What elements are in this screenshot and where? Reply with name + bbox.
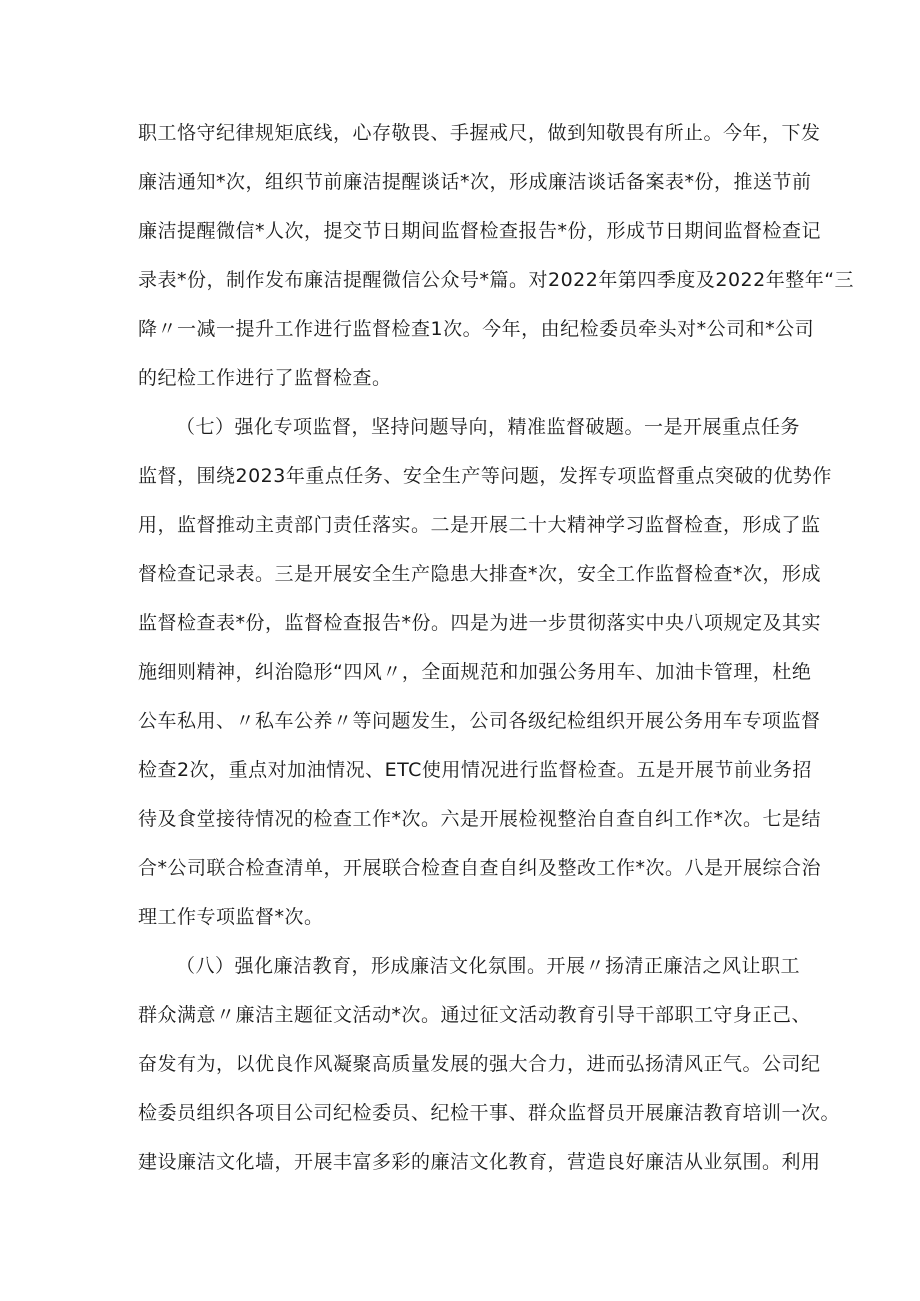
text-line: 的纪检工作进行了监督检查。	[138, 367, 392, 389]
text-line: 合*公司联合检查清单，开展联合检查自查自纠及整改工作*次。八是开展综合治	[138, 857, 822, 879]
text-line: 监督，围绕2023年重点任务、安全生产等问题，发挥专项监督重点突破的优势作	[138, 465, 832, 487]
text-line: 职工恪守纪律规矩底线，心存敬畏、手握戒尺，做到知敬畏有所止。今年，下发	[138, 122, 821, 144]
section-heading-line: （八）强化廉洁教育，形成廉洁文化氛围。开展〃扬清正廉洁之风让职工	[176, 955, 801, 977]
text-line: 检委员组织各项目公司纪检委员、纪检干事、群众监督员开展廉洁教育培训一次。	[138, 1102, 841, 1124]
text-line: 建设廉洁文化墙，开展丰富多彩的廉洁文化教育，营造良好廉洁从业氛围。利用	[138, 1151, 821, 1173]
text-line: 待及食堂接待情况的检查工作*次。六是开展检视整治自查自纠工作*次。七是结	[138, 808, 822, 830]
text-line: 奋发有为，以优良作风凝聚高质量发展的强大合力，进而弘扬清风正气。公司纪	[138, 1053, 821, 1075]
text-line: 理工作专项监督*次。	[138, 906, 324, 928]
text-line: 用，监督推动主责部门责任落实。二是开展二十大精神学习监督检查，形成了监	[138, 514, 821, 536]
text-line: 廉洁提醒微信*人次，提交节日期间监督检查报告*份，形成节日期间监督检查记	[138, 220, 822, 242]
text-line: 降〃一减一提升工作进行监督检查1次。今年，由纪检委员牵头对*公司和*公司	[138, 318, 815, 340]
text-line: 公车私用、〃私车公养〃等问题发生，公司各级纪检组织开展公务用车专项监督	[138, 710, 821, 732]
text-line: 监督检查表*份，监督检查报告*份。四是为进一步贯彻落实中央八项规定及其实	[138, 612, 822, 634]
text-line: 录表*份，制作发布廉洁提醒微信公众号*篇。对2022年第四季度及2022年整年“三	[138, 269, 855, 291]
text-line: 施细则精神，纠治隐形“四风〃，全面规范和加强公务用车、加油卡管理，杜绝	[138, 661, 812, 683]
section-heading-line: （七）强化专项监督，坚持问题导向，精准监督破题。一是开展重点任务	[176, 416, 801, 438]
text-line: 检查2次，重点对加油情况、ETC使用情况进行监督检查。五是开展节前业务招	[138, 759, 812, 781]
text-line: 群众满意〃廉洁主题征文活动*次。通过征文活动教育引导干部职工守身正己、	[138, 1004, 812, 1026]
text-line: 廉洁通知*次，组织节前廉洁提醒谈话*次，形成廉洁谈话备案表*份，推送节前	[138, 171, 812, 193]
text-line: 督检查记录表。三是开展安全生产隐患大排查*次，安全工作监督检查*次，形成	[138, 563, 822, 585]
